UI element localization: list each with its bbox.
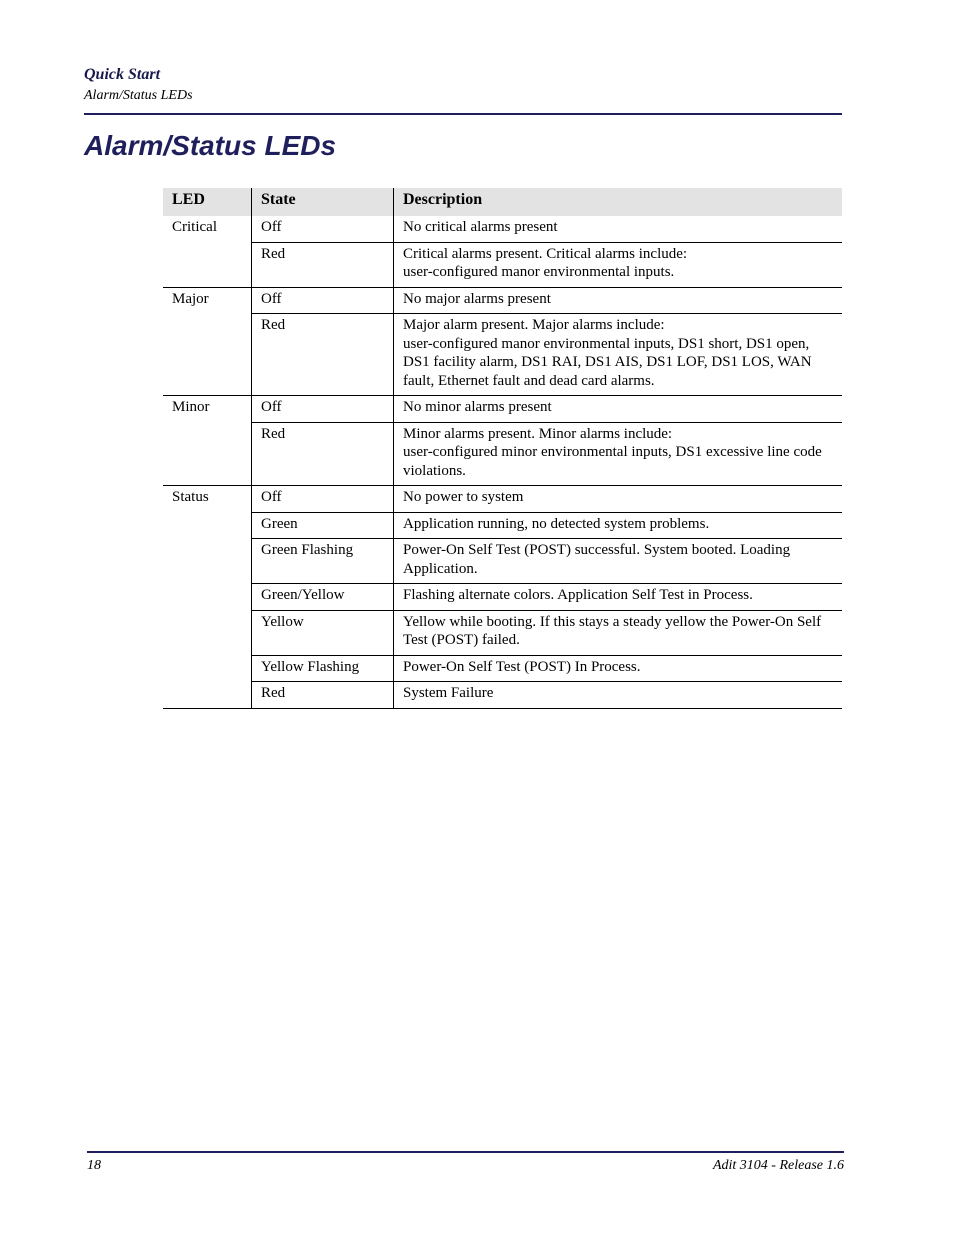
led-cell [163, 314, 252, 396]
table-row [163, 584, 842, 611]
description-cell: No major alarms present [394, 287, 843, 314]
state-cell: Yellow Flashing [252, 655, 394, 682]
state-cell: Yellow [252, 610, 394, 655]
table-row [163, 396, 842, 423]
description-cell: System Failure [394, 682, 843, 709]
footer-product: Adit 3104 - Release 1.6 [712, 1158, 844, 1173]
state-cell: Green/Yellow [252, 584, 394, 611]
description-cell: No power to system [394, 486, 843, 513]
running-header-section: Quick Start [84, 66, 161, 83]
state-cell: Green Flashing [252, 539, 394, 584]
table-row [163, 287, 842, 314]
state-cell: Off [252, 396, 394, 423]
led-cell: Major [163, 287, 252, 314]
led-table-body [163, 216, 842, 708]
led-cell [163, 682, 252, 709]
table-row [163, 610, 842, 655]
state-cell: Off [252, 486, 394, 513]
table-row [163, 486, 842, 513]
table-row [163, 512, 842, 539]
header-rule [84, 113, 842, 115]
description-cell: No minor alarms present [394, 396, 843, 423]
footer-rule [87, 1151, 844, 1153]
led-cell [163, 610, 252, 655]
state-cell: Red [252, 314, 394, 396]
table-row [163, 655, 842, 682]
led-table [163, 188, 842, 709]
column-header-led: LED [163, 188, 252, 216]
column-header-description: Description [394, 188, 843, 216]
table-row [163, 216, 842, 242]
description-cell: Application running, no detected system problems. [394, 512, 843, 539]
table-row [163, 314, 842, 396]
table-row [163, 242, 842, 287]
table-row [163, 539, 842, 584]
led-cell [163, 584, 252, 611]
state-cell: Green [252, 512, 394, 539]
led-cell: Minor [163, 396, 252, 423]
table-row [163, 422, 842, 486]
led-cell [163, 512, 252, 539]
page-title: Alarm/Status LEDs [84, 130, 337, 161]
description-cell: Minor alarms present. Minor alarms include: user-configured minor environmental inputs, DS1 excessive line code violations. [394, 422, 843, 486]
description-cell: Flashing alternate colors. Application Self Test in Process. [394, 584, 843, 611]
description-cell: Yellow while booting. If this stays a steady yellow the Power-On Self Test (POST) failed. [394, 610, 843, 655]
state-cell: Off [252, 216, 394, 242]
running-header-subsection: Alarm/Status LEDs [84, 88, 193, 103]
state-cell: Off [252, 287, 394, 314]
column-header-state: State [252, 188, 394, 216]
led-cell [163, 242, 252, 287]
description-cell: Major alarm present. Major alarms include: user-configured manor environmental inputs, DS1 short, DS1 open, DS1 facility alarm, DS1 RAI, DS1 AIS, DS1 LOF, DS1 LOS, WAN fault, Ethernet fault and dead card alarms. [394, 314, 843, 396]
page-number: 18 [87, 1158, 101, 1173]
description-cell: Power-On Self Test (POST) In Process. [394, 655, 843, 682]
led-cell [163, 655, 252, 682]
table-row [163, 682, 842, 709]
table-header-row [163, 188, 842, 216]
state-cell: Red [252, 682, 394, 709]
led-cell [163, 422, 252, 486]
description-cell: Critical alarms present. Critical alarms include: user-configured manor environmental inputs. [394, 242, 843, 287]
led-cell: Status [163, 486, 252, 513]
state-cell: Red [252, 242, 394, 287]
description-cell: Power-On Self Test (POST) successful. System booted. Loading Application. [394, 539, 843, 584]
description-cell: No critical alarms present [394, 216, 843, 242]
led-cell: Critical [163, 216, 252, 242]
led-cell [163, 539, 252, 584]
state-cell: Red [252, 422, 394, 486]
